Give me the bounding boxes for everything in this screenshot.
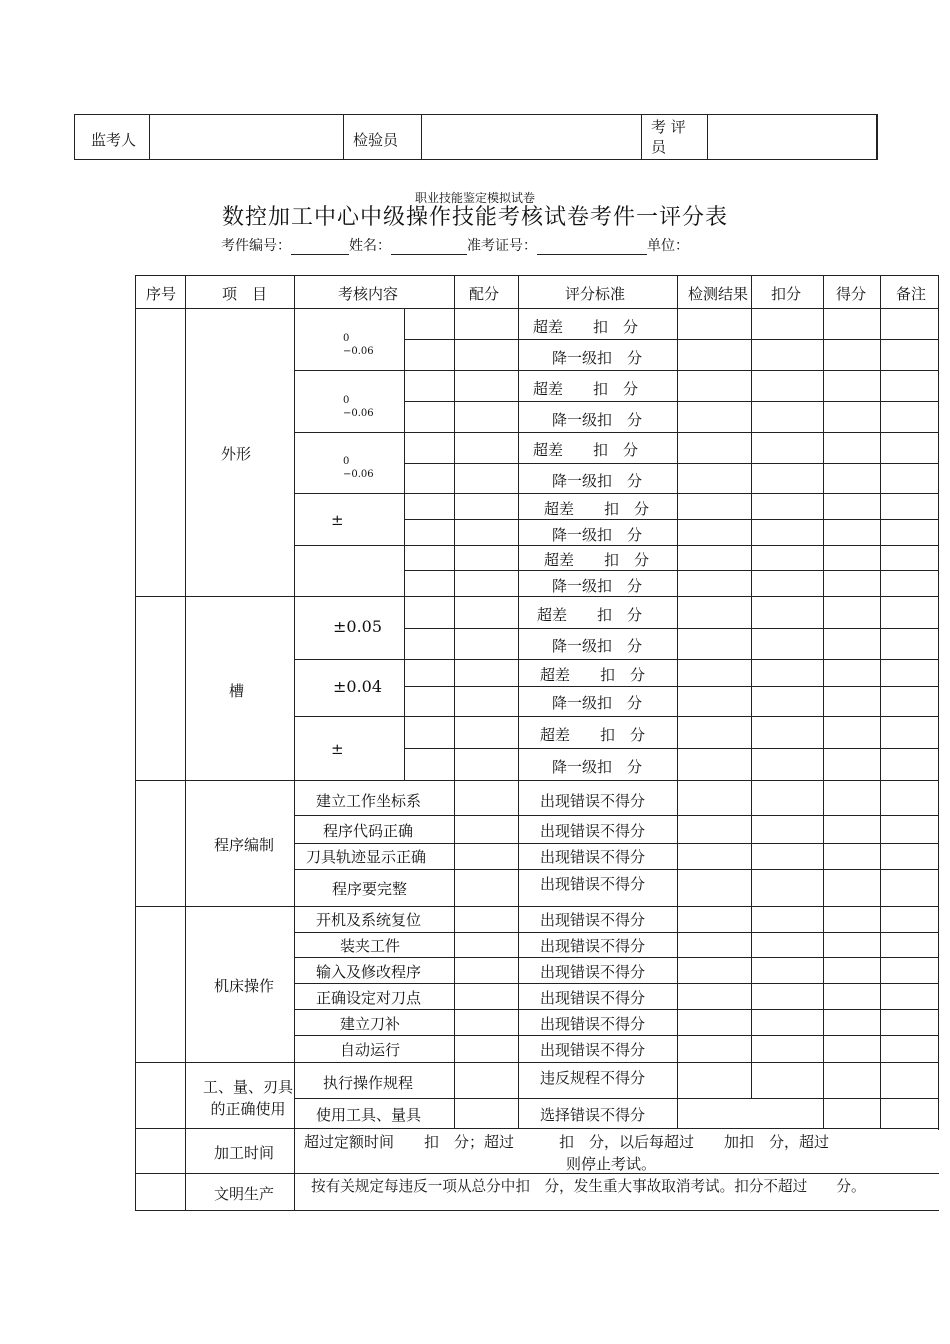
program-item: 程序要完整 — [332, 880, 408, 898]
criteria-over: 超差 扣 分 — [540, 726, 646, 744]
tol-lower: −0.06 — [343, 346, 374, 357]
criteria-down: 降一级扣 分 — [552, 758, 643, 776]
program-item: 刀具轨迹显示正确 — [306, 848, 427, 866]
tol-upper: 0 — [343, 333, 350, 344]
header-remark: 备注 — [896, 285, 927, 303]
criteria-error: 出现错误不得分 — [540, 937, 646, 955]
header-seq: 序号 — [146, 285, 177, 303]
tol-pm: ± — [331, 511, 344, 529]
header-criteria: 评分标准 — [565, 285, 626, 303]
machine-item: 自动运行 — [340, 1041, 401, 1059]
header-result: 检测结果 — [688, 285, 749, 303]
tools-item: 执行操作规程 — [323, 1074, 414, 1092]
criteria-over: 超差 扣 分 — [533, 441, 639, 459]
criteria-error: 出现错误不得分 — [540, 1015, 646, 1033]
header-deduct: 扣分 — [771, 285, 802, 303]
criteria-down: 降一级扣 分 — [552, 472, 643, 490]
tol-pm: ± — [331, 740, 344, 758]
civil-rule: 按有关规定每违反一项从总分中扣 分，发生重大事故取消考试。扣分不超过 分。 — [311, 1178, 866, 1195]
machine-item: 输入及修改程序 — [316, 963, 422, 981]
time-rule-end: 则停止考试。 — [566, 1155, 657, 1173]
criteria-over: 超差 扣 分 — [533, 318, 639, 336]
criteria-down: 降一级扣 分 — [552, 637, 643, 655]
time-rule: 超过定额时间 扣 分；超过 扣 分，以后每超过 加扣 分，超过 — [304, 1133, 830, 1151]
inspector-label: 检验员 — [353, 131, 399, 149]
unit-label: 单位： — [647, 238, 689, 254]
tol-pm005: ±0.05 — [333, 617, 383, 636]
proctor-label: 监考人 — [91, 131, 137, 149]
criteria-over: 超差 扣 分 — [544, 551, 650, 569]
tools-item: 使用工具、量具 — [316, 1106, 422, 1124]
criteria-over: 超差 扣 分 — [537, 606, 643, 624]
tol-upper: 0 — [343, 456, 350, 467]
machine-item: 开机及系统复位 — [316, 911, 422, 929]
criteria-error: 出现错误不得分 — [540, 875, 646, 893]
criteria-error: 出现错误不得分 — [540, 848, 646, 866]
criteria-error: 出现错误不得分 — [540, 963, 646, 981]
name-label: 姓名： — [349, 238, 391, 254]
criteria-over: 超差 扣 分 — [544, 500, 650, 518]
ticket-no-label: 准考证号： — [467, 238, 537, 254]
program-item: 建立工作坐标系 — [316, 792, 422, 810]
criteria-error: 出现错误不得分 — [540, 989, 646, 1007]
group-program: 程序编制 — [214, 836, 275, 854]
header-points: 配分 — [469, 285, 500, 303]
criteria-down: 降一级扣 分 — [552, 349, 643, 367]
group-tools: 工、量、刃具的正确使用 — [202, 1078, 293, 1118]
criteria-over: 超差 扣 分 — [540, 666, 646, 684]
criteria-violate: 违反规程不得分 — [540, 1069, 646, 1087]
tol-lower: −0.06 — [343, 469, 374, 480]
criteria-error: 出现错误不得分 — [540, 1041, 646, 1059]
examiner-label: 考 评 员 — [651, 118, 686, 156]
criteria-down: 降一级扣 分 — [552, 526, 643, 544]
group-time: 加工时间 — [214, 1144, 275, 1162]
tol-lower: −0.06 — [343, 408, 374, 419]
criteria-wrong-choice: 选择错误不得分 — [540, 1106, 646, 1124]
program-item: 程序代码正确 — [323, 822, 414, 840]
group-slot: 槽 — [229, 682, 245, 700]
group-machine: 机床操作 — [214, 977, 275, 995]
criteria-down: 降一级扣 分 — [552, 577, 643, 595]
header-content: 考核内容 — [338, 285, 399, 303]
group-shape: 外形 — [221, 445, 252, 463]
header-score: 得分 — [836, 285, 867, 303]
criteria-error: 出现错误不得分 — [540, 911, 646, 929]
criteria-error: 出现错误不得分 — [540, 822, 646, 840]
tol-upper: 0 — [343, 395, 350, 406]
machine-item: 正确设定对刀点 — [316, 989, 422, 1007]
machine-item: 装夹工件 — [340, 937, 401, 955]
header-item: 项 目 — [222, 285, 268, 303]
group-civil: 文明生产 — [214, 1185, 275, 1203]
part-no-label: 考件编号： — [221, 238, 291, 254]
page-title: 数控加工中心中级操作技能考核试卷考件一评分表 — [221, 205, 728, 230]
criteria-down: 降一级扣 分 — [552, 411, 643, 429]
criteria-down: 降一级扣 分 — [552, 694, 643, 712]
criteria-over: 超差 扣 分 — [533, 380, 639, 398]
tol-pm004: ±0.04 — [333, 677, 383, 696]
criteria-error: 出现错误不得分 — [540, 792, 646, 810]
subtitle: 职业技能鉴定模拟试卷 — [414, 191, 535, 205]
machine-item: 建立刀补 — [340, 1015, 401, 1033]
